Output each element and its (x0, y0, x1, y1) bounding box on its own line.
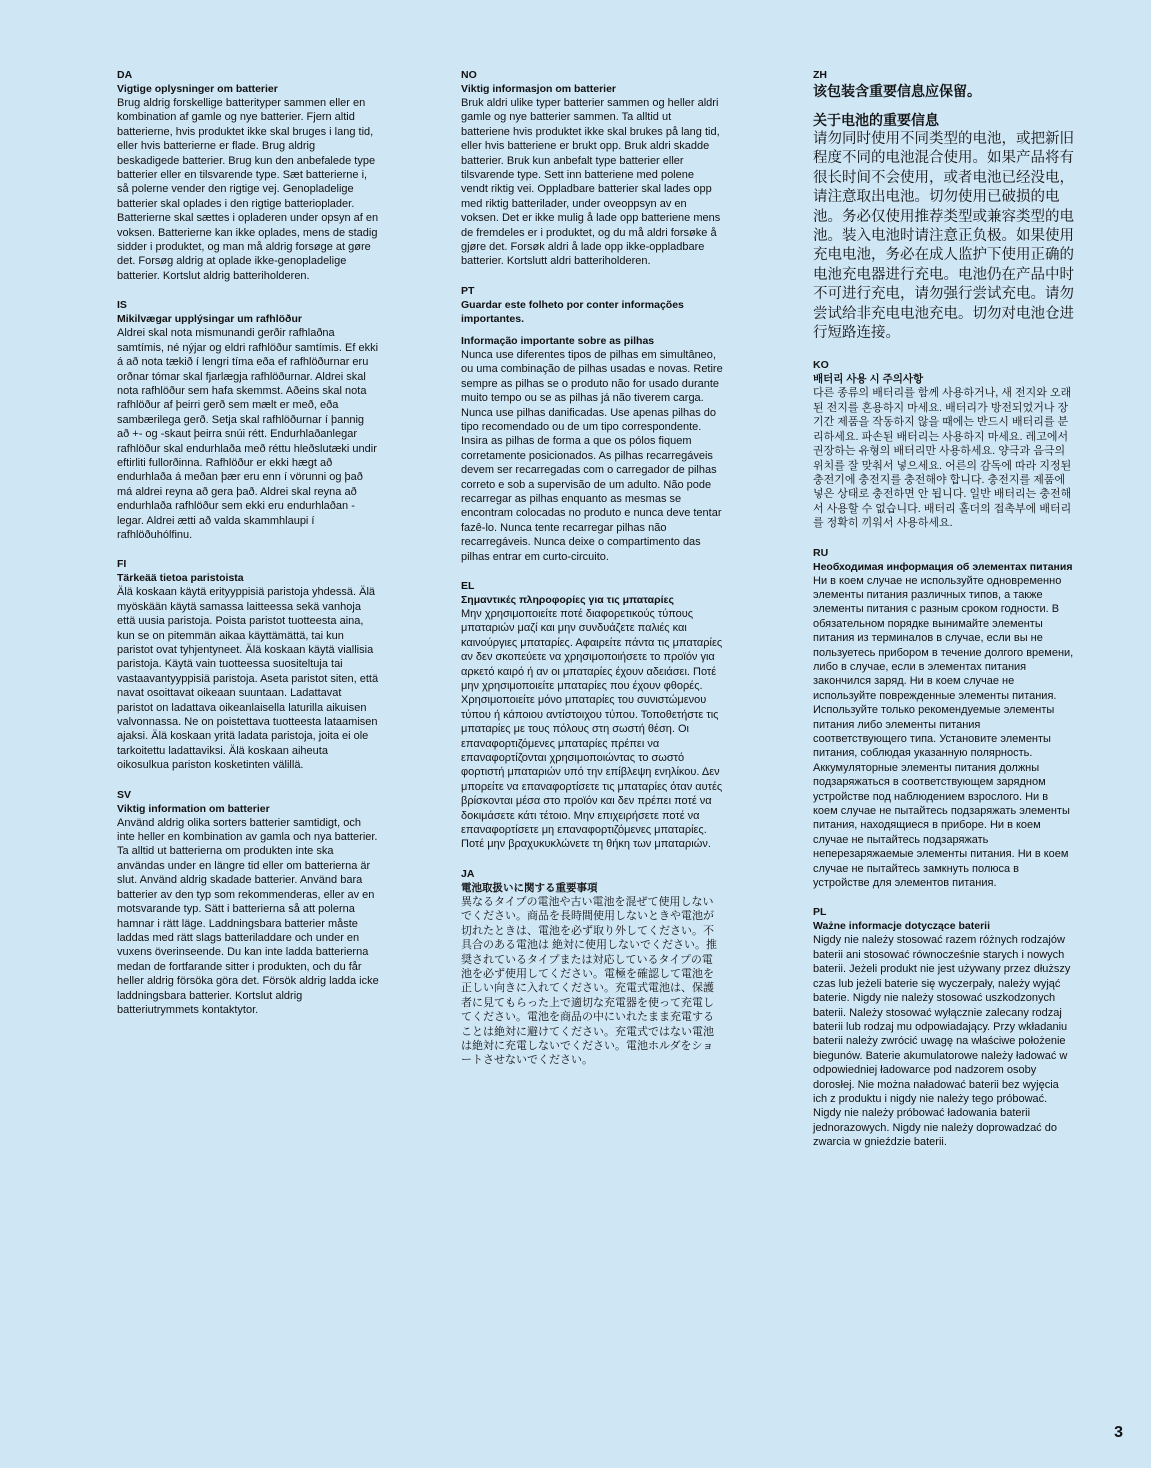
language-code: JA (461, 867, 475, 880)
keep-packaging-note: 该包装含重要信息应保留。 (813, 83, 981, 99)
language-code: ZH (813, 69, 827, 81)
section-title: 배터리 사용 시 주의사항 (813, 373, 924, 386)
section-title: Необходимая информация об элементах питания (813, 560, 1073, 573)
column-middle (461, 68, 723, 1083)
column-right (813, 68, 1075, 1165)
section-da (117, 68, 379, 283)
language-code: RU (813, 546, 829, 559)
section-sv (117, 788, 379, 1018)
language-code: KO (813, 359, 829, 372)
column-left (117, 68, 379, 1032)
section-pt (461, 284, 723, 564)
language-code: EL (461, 579, 475, 592)
section-title: Tärkeää tietoa paristoista (117, 572, 244, 585)
section-title: Σημαντικές πληροφορίες για τις μπαταρίες (461, 593, 674, 606)
section-title: 关于电池的重要信息 (813, 112, 939, 128)
section-body: 異なるタイプの電池や古い電池を混ぜて使用しないでください。商品を長時間使用しないときや電池が切れたときは、電池を必ず取り外してください。不具合のある電池は 絶対に使用しないでください。推奨されているタイプまたは対応しているタイプの電池を必ず使用してください。電極を確認して電池を正しい向きに入れてください。充電式電池は、保護者に見てもらった上で適切な充電器を使って充電してください。電池を商品の中にいれたまま充電することは絶対に避けてください。充電式ではない電池は絶対に充電しないでください。電池ホルダをショートさせないでください。 (461, 895, 718, 1067)
section-body: Nunca use diferentes tipos de pilhas em simultâneo, ou uma combinação de pilhas usadas e novas. Retire sempre as pilhas se o produto não for usado durante muito tempo ou se as pilhas já não tiverem carga. Nunca use pilhas danificadas. Use apenas pilhas do tipo recomendado ou de um tipo correspondente. Insira as pilhas de forma a que os pólos fiquem corretamente posicionados. As pilhas recarregáveis devem ser recarregadas com o carregador de pilhas correto e sob a supervisão de um adulto. Não pode recarregar as pilhas enquanto as mesmas se encontram colocadas no produto e nunca deve tentar fazê-lo. Nunca tente recarregar pilhas não recarregáveis. Nunca deixe o compartimento das pilhas entrar em curto-circuito. (461, 348, 723, 563)
language-code: NO (461, 69, 477, 81)
section-title: Informação importante sobre as pilhas (461, 334, 655, 347)
section-body: Brug aldrig forskellige batterityper sammen eller en kombination af gamle og nye batterier. Fjern altid batterierne, hvis produktet ikke skal bruges i lang tid, eller hvis batterierne er flade. Brug aldrig beskadigede batterier. Brug kun den anbefalede type batterier eller en tilsvarende type. Sæt batterierne i, så polerne vender den rigtige vej. Genopladelige batterier skal oplades i den rigtige batterioplader. Batterierne skal sættes i opladeren under opsyn af en voksen. Batterierne kan ikke oplades, mens de stadig sidder i produktet, og man må aldrig forsøge at gøre det. Forsøg aldrig at oplade ikke-genopladelige batterier. Kortslut aldrig batteriholderen. (117, 97, 379, 282)
section-body: Älä koskaan käytä erityyppisiä paristoja yhdessä. Älä myöskään käytä samassa laitteessa sekä vanhoja että uusia paristoja. Poista paristot tuotteesta aina, kun se on pitemmän aikaa käyttämättä, tai kun paristot ovat tyhjentyneet. Älä koskaan käytä viallisia paristoja. Käytä vain tuotteessa suositeltuja tai vastaavantyyppisiä paristoja. Aseta paristot siten, että navat osoittavat oikeaan suuntaan. Ladattavat paristot on ladattava oikeanlaisella laturilla aikuisen valvonnassa. Ne on poistettava tuotteesta lataamisen ajaksi. Älä koskaan yritä ladata paristoja, joita ei ole tarkoitettu ladattaviksi. Älä koskaan aiheuta oikosulkua pariston kosketinten välillä. (117, 586, 379, 772)
section-el (461, 579, 723, 852)
section-title: Viktig informasjon om batterier (461, 83, 617, 95)
section-body: 다른 종류의 배터리를 함께 사용하거나, 새 전지와 오래된 전지를 혼용하지 마세요. 배터리가 방전되었거나 장기간 제품을 작동하지 않을 때에는 반드시 배터리를 분리하세요. 파손된 배터리는 사용하지 마세요. 레고에서 권장하는 유형의 배터리만 사용하세요. 양극과 음극의 위치를 잘 맞춰서 넣으세요. 어른의 감독에 따라 지정된 충전기에 충전지를 충전해야 합니다. 충전지를 제품에 넣은 상태로 충전하면 안 됩니다. 일반 배터리는 충전해서 사용할 수 없습니다. 배터리 홀더의 접촉부에 배터리를 정확히 끼워서 사용하세요. (813, 387, 1072, 530)
section-body: Nigdy nie należy stosować razem różnych rodzajów baterii ani stosować równocześnie starych i nowych baterii. Jeżeli produkt nie jest używany przez dłuższy czas lub jeżeli baterie się wyczerpały, należy wyjąć baterie. Nigdy nie należy stosować uszkodzonych baterii. Należy stosować wyłącznie zalecany rodzaj baterii lub rodzaj mu odpowiadający. Przy wkładaniu baterii należy zwrócić uwagę na właściwe położenie biegunów. Baterie akumulatorowe należy ładować w odpowiedniej ładowarce pod nadzorem osoby dorosłej. Nie można naładować baterii bez wyjęcia ich z produktu i nigdy nie należy tego próbować. Nigdy nie należy próbować ładowania baterii jednorazowych. Nigdy nie należy doprowadzać do zwarcia w gnieździe baterii. (813, 934, 1071, 1149)
section-body: 请勿同时使用不同类型的电池，或把新旧程度不同的电池混合使用。如果产品将有很长时间不会使用，或者电池已经没电，请注意取出电池。切勿使用已破损的电池。务必仅使用推荐类型或兼容类型的电池。装入电池时请注意正负极。如果使用充电电池，务必在成人监护下使用正确的电池充电器进行充电。电池仍在产品中时不可进行充电，请勿强行尝试充电。请勿尝试给非充电电池充电。切勿对电池仓进行短路连接。 (813, 131, 1074, 342)
section-title: Viktig information om batterier (117, 802, 270, 815)
section-ja (461, 867, 723, 1068)
language-code: PT (461, 284, 475, 297)
language-code: SV (117, 788, 132, 801)
section-fi (117, 557, 379, 772)
section-pl (813, 905, 1075, 1149)
section-title: Ważne informacje dotyczące baterii (813, 920, 990, 933)
section-no (461, 68, 723, 269)
section-zh (813, 68, 1075, 343)
section-is (117, 298, 379, 542)
page-number: 3 (1114, 1424, 1123, 1441)
language-code: PL (813, 906, 827, 919)
language-code: DA (117, 69, 133, 81)
language-code: FI (117, 558, 127, 571)
section-body: Μην χρησιμοποιείτε ποτέ διαφορετικούς τύπους μπαταριών μαζί και μην συνδυάζετε παλιές και καινούργιες μπαταρίες. Αφαιρείτε πάντα τις μπαταρίες αν δεν σκοπεύετε να χρησιμοποιήσετε το προϊόν για αρκετό καιρό ή αν οι μπαταρίες έχουν αδειάσει. Ποτέ μην χρησιμοποιείτε μπαταρίες που έχουν φθορές. Χρησιμοποιείτε μόνο μπαταρίες του συνιστώμενου τύπου ή κάποιου αντίστοιχου τύπου. Τοποθετήστε τις μπαταρίες με τους πόλους στη σωστή θέση. Οι επαναφορτιζόμενες μπαταρίες πρέπει να επαναφορτίζονται χρησιμοποιώντας το σωστό φορτιστή μπαταριών υπό την επίβλεψη ενηλίκου. Δεν μπορείτε να επαναφορτίσετε τις μπαταρίες όταν αυτές βρίσκονται μέσα στο προϊόν και δεν πρέπει ποτέ να δοκιμάσετε κάτι τέτοιο. Μην επιχειρήσετε ποτέ να επαναφορτίσετε μη επαναφορτιζόμενες μπαταρίες. Ποτέ μην βραχυκυκλώνετε τη θήκη των μπαταριών. (461, 607, 723, 851)
section-title: Mikilvægar upplýsingar um rafhlöður (117, 313, 302, 326)
section-title: 電池取扱いに関する重要事項 (461, 881, 598, 894)
section-body: Aldrei skal nota mismunandi gerðir rafhlaðna samtímis, né nýjar og eldri rafhlöður samtímis. Ef ekki á að nota tækið í lengri tíma eða ef rafhlöðurnar eru orðnar tómar skal fjarlægja rafhlöðurnar. Aldrei skal nota rafhlöður sem hafa skemmst. Aðeins skal nota rafhlöður af þeirri gerð sem mælt er með, eða sambærilega gerð. Setja skal rafhlöðurnar í þannig að +- og -skaut þeirra snúi rétt. Endurhlaðanlegar rafhlöður skal endurhlaða með réttu hleðslutæki undir eftirliti fullorðinna. Rafhlöður er ekki hægt að endurhlaða á meðan þær eru enn í vörunni og það má aldrei reyna að gera það. Aldrei skal reyna að endurhlaða rafhlöður sem ekki eru endurhlaðan -legar. Aldrei ætti að valda skammhlaupi í rafhlöðuhólfinu. (117, 327, 379, 541)
keep-leaflet-note: Guardar este folheto por conter informações importantes. (461, 298, 684, 325)
section-ko (813, 358, 1075, 530)
section-ru (813, 546, 1075, 891)
section-body: Ни в коем случае не используйте одновременно элементы питания различных типов, а также элементы питания с разным сроком годности. В обязательном порядке вынимайте элементы питания из терминалов в случае, если вы не пользуетесь прибором в течение долгого времени, либо в случае, если в элементах питания закончился заряд. Ни в коем случае не используйте поврежденные элементы питания. Используйте только рекомендуемые элементы питания либо элементы питания соответствующего типа. Установите элементы питания, соблюдая указанную полярность. Аккумуляторные элементы питания должны подзаряжаться в соответствующем зарядном устройстве под наблюдением взрослого. Ни в коем случае не пытайтесь подзаряжать элементы питания, находящиеся в приборе. Ни в коем случае не пытайтесь подзаряжать неперезаряжаемые элементы питания. Ни в коем случае не пытайтесь замкнуть полюса в устройстве для элементов питания. (813, 574, 1074, 890)
section-body: Bruk aldri ulike typer batterier sammen og heller aldri gamle og nye batterier sammen. Ta alltid ut batteriene hvis produktet ikke skal brukes på lang tid, eller hvis batteriene er brukt opp. Bruk aldri skadde batterier. Bruk kun anbefalt type batterier eller tilsvarende type. Sett inn batteriene med polene vendt riktig vei. Oppladbare batterier skal lades opp med riktig batterilader, under oveoppsyn av en voksen. Det er ikke mulig å lade opp batteriene mens de fremdeles er i produktet, og du må aldri forsøke å gjøre det. Forsøk aldri å lade opp ikke-oppladbare batterier. Kortslutt aldri batteriholderen. (461, 97, 721, 268)
section-body: Använd aldrig olika sorters batterier samtidigt, och inte heller en kombination av gamla och nya batterier. Ta alltid ut batterierna om produkten inte ska användas under en längre tid eller om batterierna är slut. Använd aldrig skadade batterier. Använd bara batterier av den typ som rekommenderas, eller av en motsvarande typ. Sätt i batterierna så att polerna hamnar i rätt läge. Laddningsbara batterier måste laddas med rätt slags batteriladdare och under en vuxens överinseende. Du kan inte ladda batterierna medan de fortfarande sitter i produkten, och du får heller aldrig försöka göra det. Försök aldrig ladda icke laddningsbara batterier. Kortslut aldrig batteriutrymmets kontaktytor. (117, 816, 379, 1016)
language-code: IS (117, 299, 127, 312)
section-title: Vigtige oplysninger om batterier (117, 83, 278, 95)
